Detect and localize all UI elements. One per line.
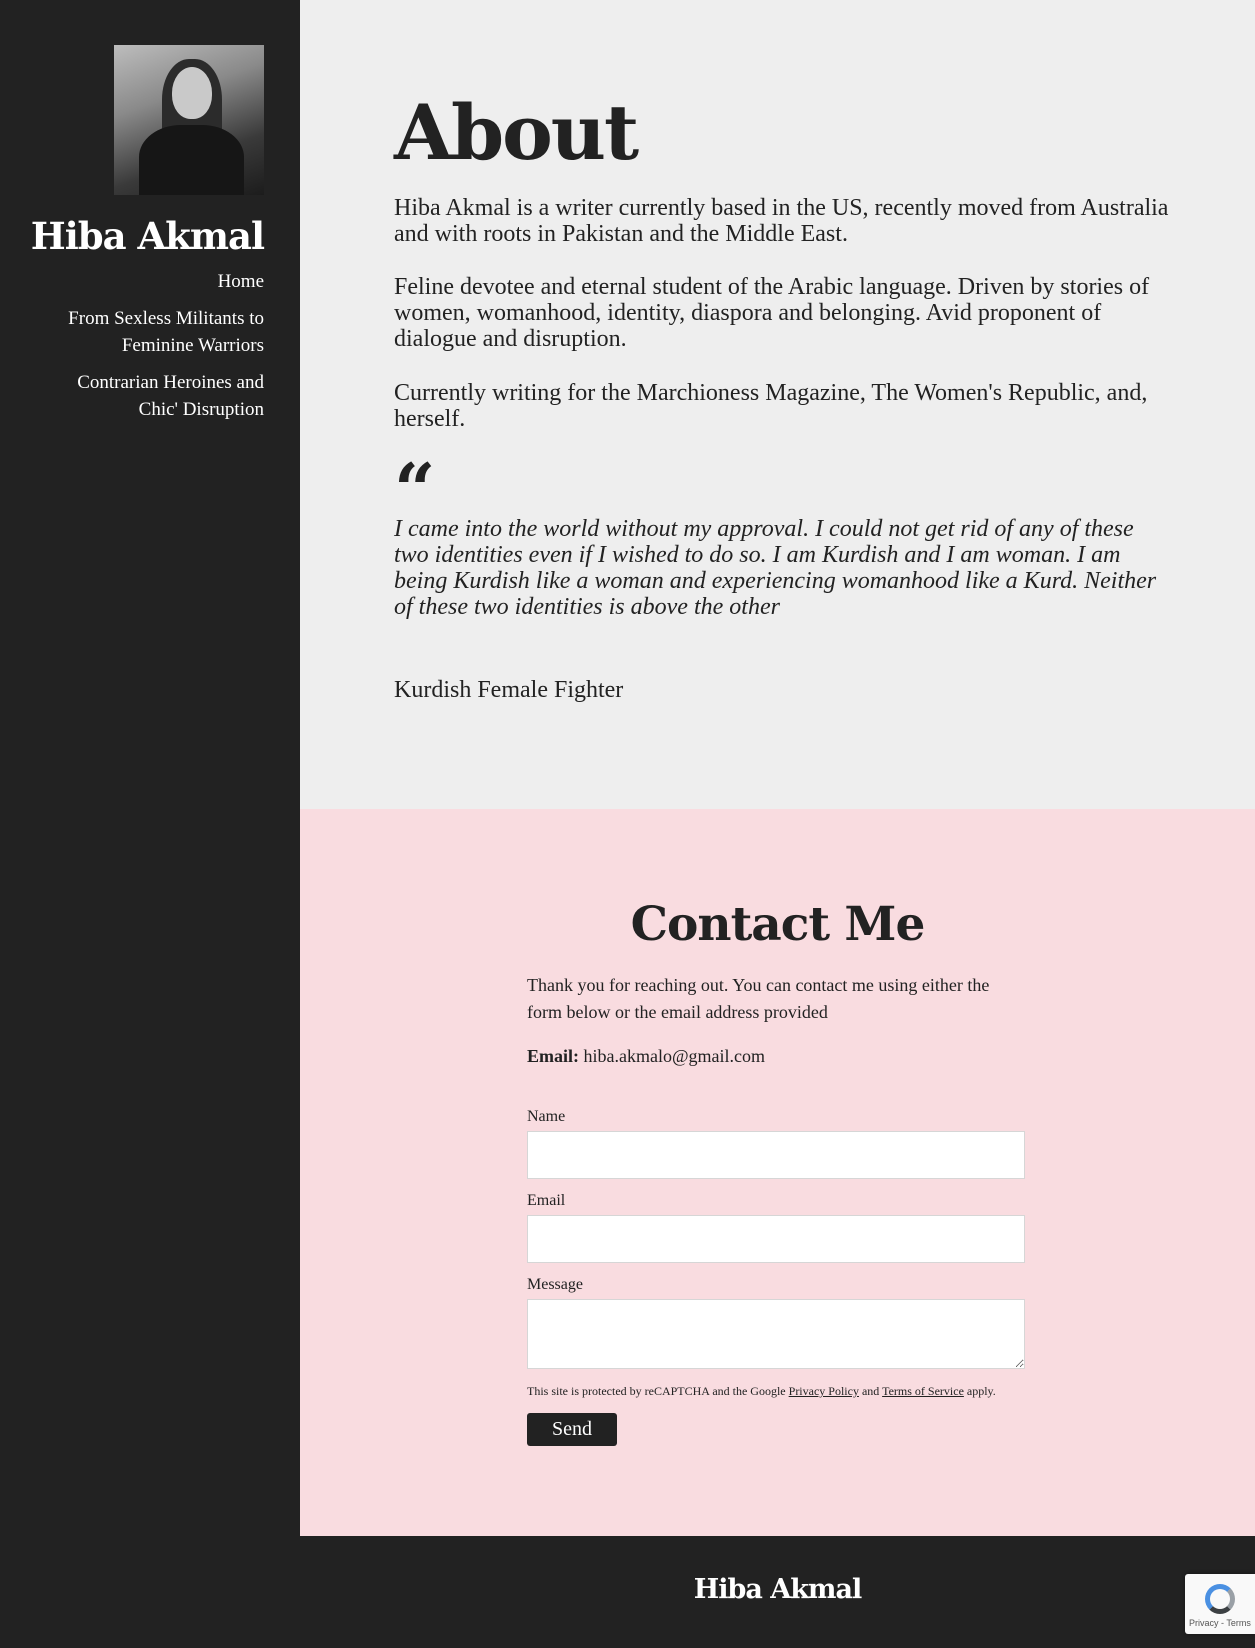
main-nav (34, 268, 264, 433)
contact-email-line (527, 1046, 765, 1067)
send-button[interactable]: Send (527, 1413, 617, 1446)
name-label: Name (527, 1108, 566, 1125)
footer (300, 1536, 1255, 1648)
about-paragraph-2: Feline devotee and eternal student of the Arabic language. Driven by stories of women, womanhood, identity, diaspora and belonging. Avid proponent of dialogue and disruption. (394, 274, 1150, 352)
profile-photo (114, 45, 264, 195)
recaptcha-logo-icon (1205, 1584, 1235, 1614)
about-paragraph-1: Hiba Akmal is a writer currently based in the US, recently moved from Australia and with roots in Pakistan and the Middle East. (394, 195, 1169, 247)
contact-email-address: hiba.akmalo@gmail.com (583, 1046, 766, 1066)
about-heading: About (394, 88, 638, 177)
contact-heading: Contact Me (630, 897, 925, 952)
photo-face-shape (172, 67, 212, 119)
name-input[interactable] (527, 1131, 1025, 1179)
recaptcha-notice-prefix: This site is protected by reCAPTCHA and the Google (527, 1384, 786, 1398)
photo-body-shape (139, 125, 244, 195)
nav-item-sexless-militants[interactable]: From Sexless Militants to Feminine Warriors (68, 308, 264, 356)
recaptcha-links[interactable]: Privacy - Terms (1189, 1618, 1251, 1628)
about-section (300, 0, 1255, 809)
contact-intro: Thank you for reaching out. You can contact me using either the form below or the email address provided (527, 975, 990, 1022)
email-input[interactable] (527, 1215, 1025, 1263)
blockquote-text: I came into the world without my approval. I could not get rid of any of these two identities even if I wished to do so. I am Kurdish and I am woman. I am being Kurdish like a woman and experiencing womanhood like a Kurd. Neither of these two identities is above the other (394, 516, 1157, 620)
nav-item-contrarian-heroines[interactable]: Contrarian Heroines and Chic' Disruption (77, 372, 264, 420)
email-label: Email (527, 1192, 566, 1209)
footer-site-title[interactable]: Hiba Akmal (693, 1574, 862, 1605)
about-paragraph-3: Currently writing for the Marchioness Magazine, The Women's Republic, and, herself. (394, 380, 1148, 432)
recaptcha-badge[interactable] (1185, 1574, 1255, 1634)
message-label: Message (527, 1276, 583, 1293)
message-textarea[interactable] (527, 1299, 1025, 1369)
contact-email-label: Email: (527, 1046, 579, 1066)
site-title[interactable]: Hiba Akmal (30, 214, 264, 258)
recaptcha-notice (527, 1384, 996, 1399)
blockquote-source: Kurdish Female Fighter (394, 677, 624, 703)
contact-section (300, 809, 1255, 1536)
recaptcha-notice-and: and (861, 1384, 880, 1398)
quote-mark-icon: “ (394, 447, 436, 532)
terms-of-service-link[interactable]: Terms of Service (882, 1384, 964, 1398)
sidebar (0, 0, 300, 1536)
nav-item-home[interactable]: Home (217, 271, 264, 292)
privacy-policy-link[interactable]: Privacy Policy (788, 1384, 859, 1398)
recaptcha-notice-suffix: apply. (966, 1384, 996, 1398)
